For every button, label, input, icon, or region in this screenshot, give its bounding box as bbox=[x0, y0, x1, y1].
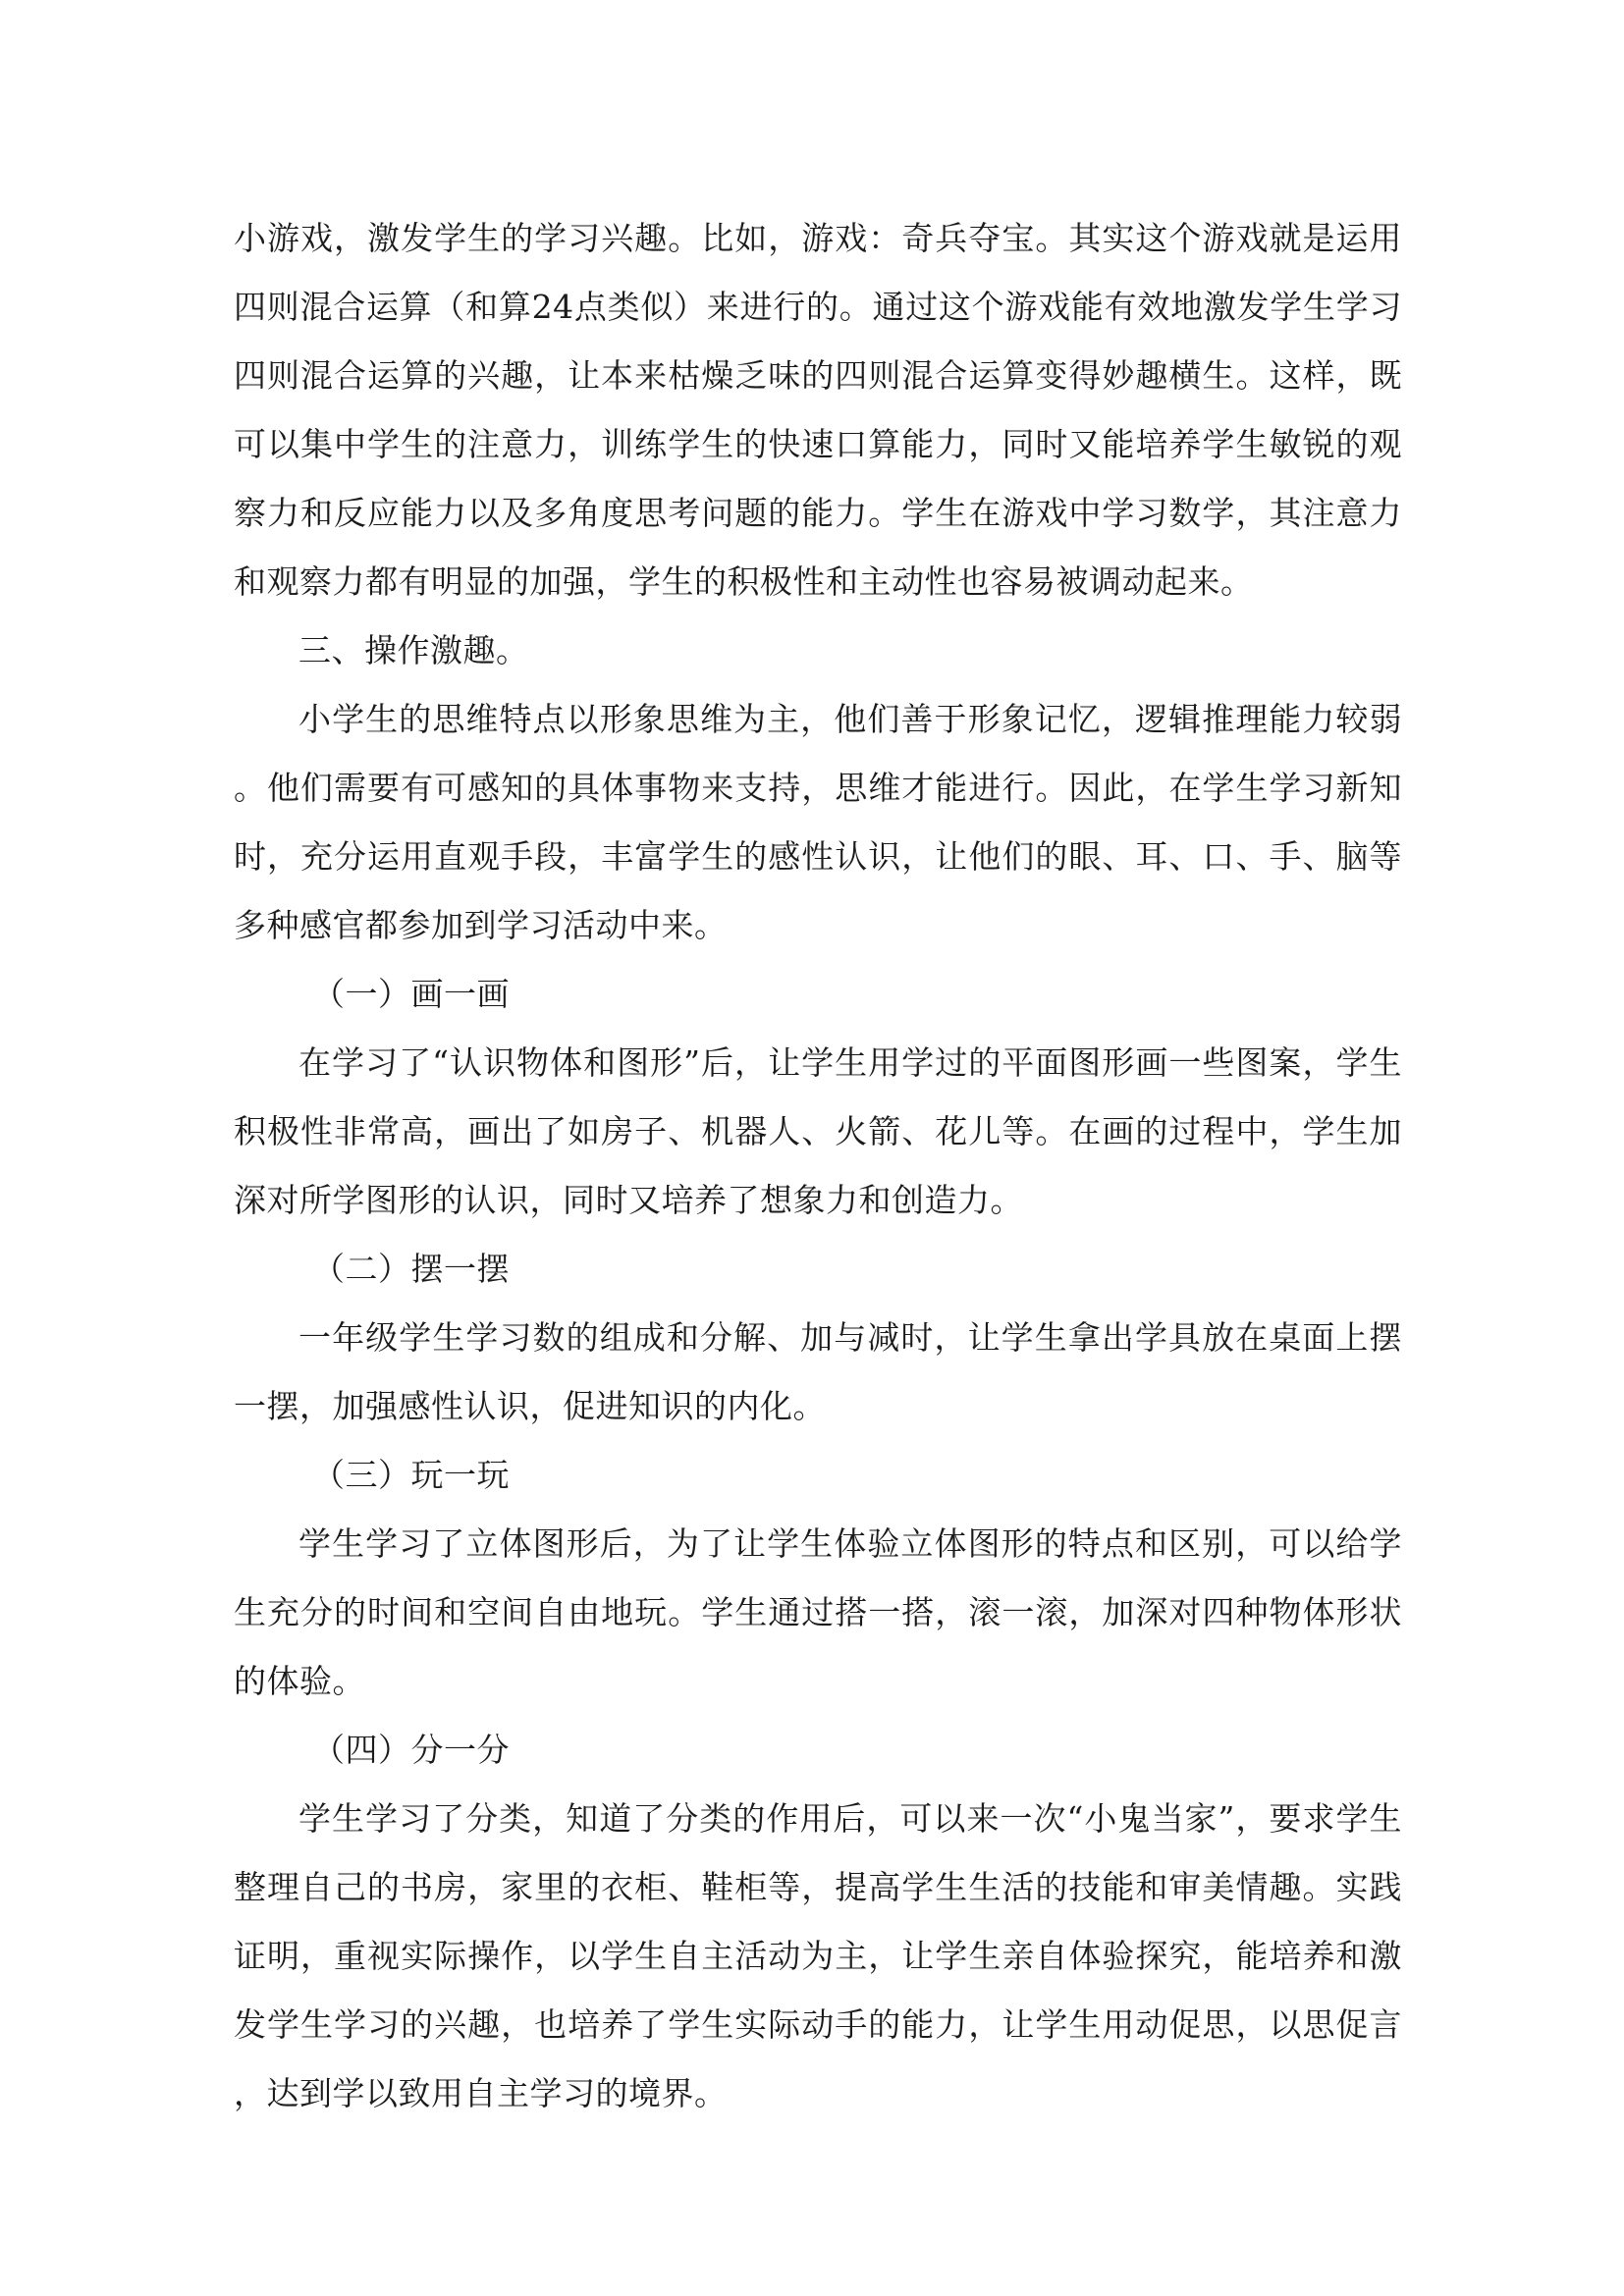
paragraph-draw: 在学习了“认识物体和图形”后，让学生用学过的平面图形画一些图案，学生积极性非常高，画出了如房子、机器人、火箭、花儿等。在画的过程中，学生加深对所学图形的认识，同时又培养了想象力和创造力。 bbox=[234, 1043, 1402, 1219]
paragraph-play: 学生学习了立体图形后，为了让学生体验立体图形的特点和区别，可以给学生充分的时间和空间自由地玩。学生通过搭一搭，滚一滚，加深对四种物体形状的体验。 bbox=[234, 1524, 1402, 1700]
subheading-draw: （一）画一画 bbox=[312, 975, 510, 1013]
paragraph-thinking: 小学生的思维特点以形象思维为主，他们善于形象记忆，逻辑推理能力较弱。他们需要有可感知的具体事物来支持，思维才能进行。因此，在学生学习新知时，充分运用直观手段，丰富学生的感性认识，让他们的眼、耳、口、手、脑等多种感官都参加到学习活动中来。 bbox=[234, 700, 1402, 944]
subheading-sort: （四）分一分 bbox=[312, 1731, 510, 1769]
document-body bbox=[234, 204, 1402, 2128]
paragraph-game-intro: 小游戏，激发学生的学习兴趣。比如，游戏：奇兵夺宝。其实这个游戏就是运用四则混合运算（和算24点类似）来进行的。通过这个游戏能有效地激发学生学习四则混合运算的兴趣，让本来枯燥乏味的四则混合运算变得妙趣横生。这样，既可以集中学生的注意力，训练学生的快速口算能力，同时又能培养学生敏锐的观察力和反应能力以及多角度思考问题的能力。学生在游戏中学习数学，其注意力和观察力都有明显的加强，学生的积极性和主动性也容易被调动起来。 bbox=[234, 219, 1402, 601]
subheading-arrange: （二）摆一摆 bbox=[312, 1250, 510, 1288]
paragraph-arrange: 一年级学生学习数的组成和分解、加与减时，让学生拿出学具放在桌面上摆一摆，加强感性认识，促进知识的内化。 bbox=[234, 1318, 1402, 1425]
section-heading-operation: 三、操作激趣。 bbox=[298, 631, 529, 669]
subheading-play: （三）玩一玩 bbox=[312, 1456, 510, 1494]
paragraph-sort: 学生学习了分类，知道了分类的作用后，可以来一次“小鬼当家”，要求学生整理自己的书房，家里的衣柜、鞋柜等，提高学生生活的技能和审美情趣。实践证明，重视实际操作，以学生自主活动为主，让学生亲自体验探究，能培养和激发学生学习的兴趣，也培养了学生实际动手的能力，让学生用动促思，以思促言，达到学以致用自主学习的境界。 bbox=[234, 1799, 1402, 2112]
